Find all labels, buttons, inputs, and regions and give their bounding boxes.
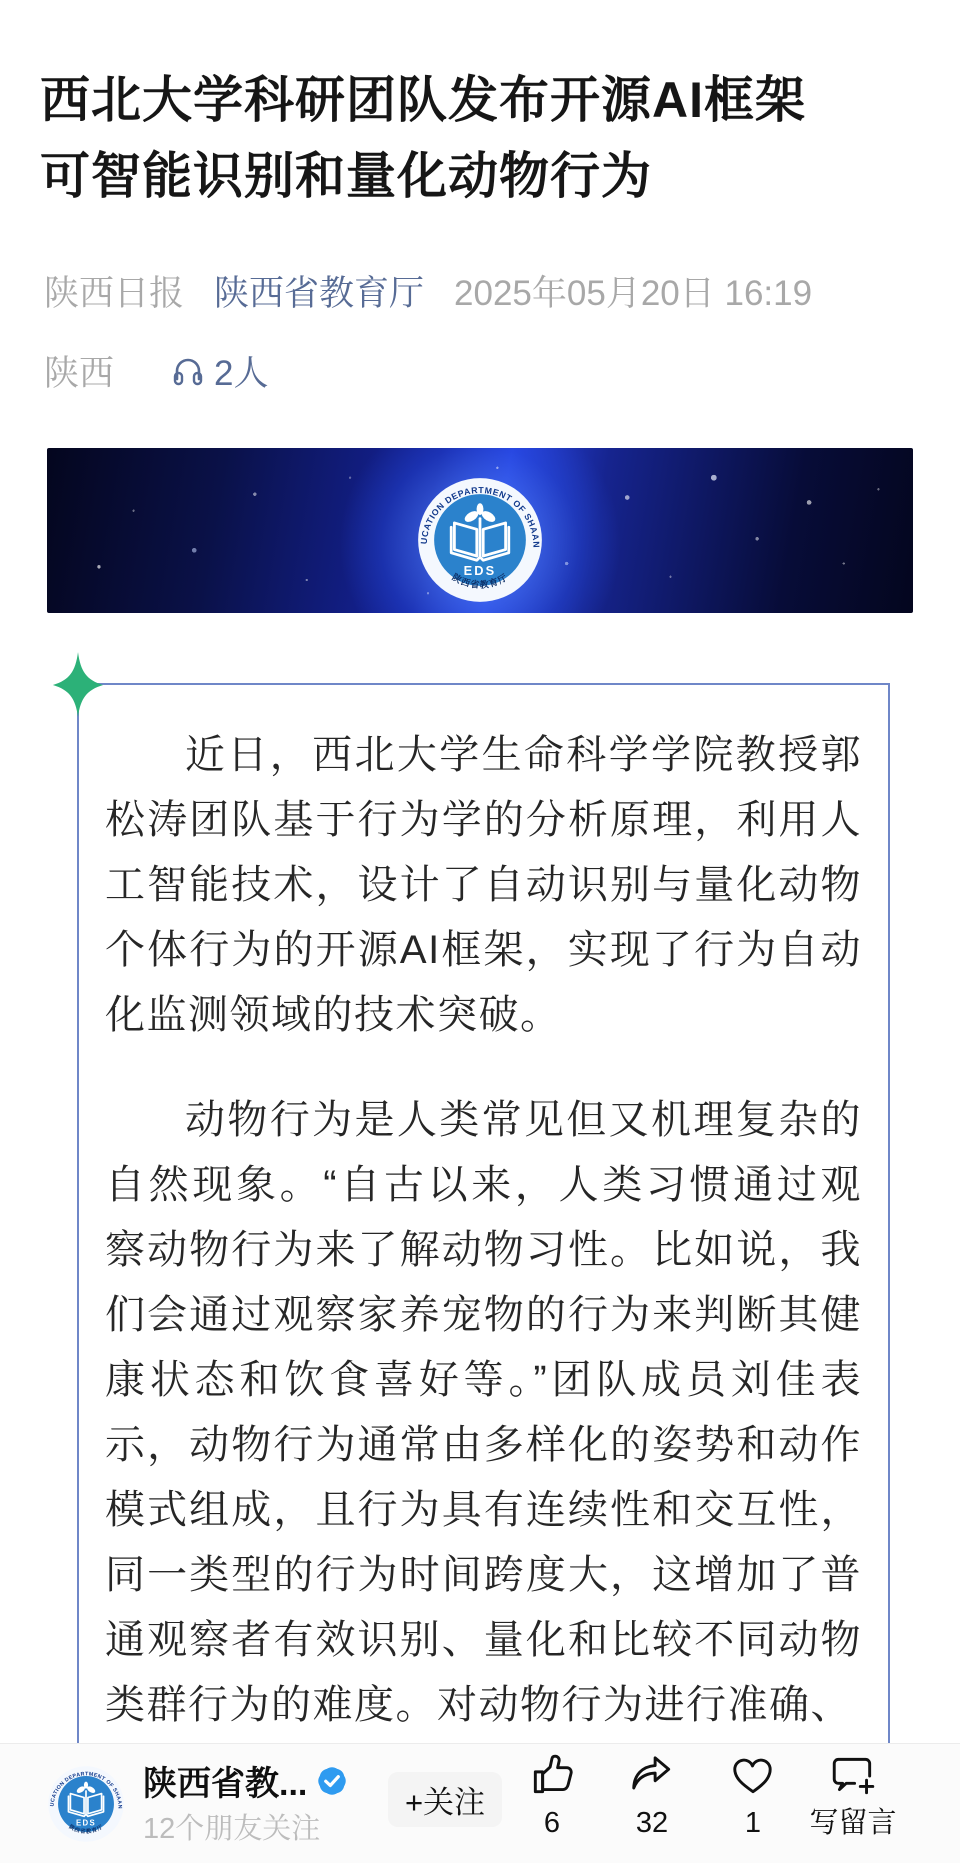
comment-label: 写留言 <box>809 1807 897 1839</box>
source-label: 陕西日报 <box>44 274 185 313</box>
like-button[interactable] <box>504 1750 600 1839</box>
comment-button[interactable] <box>805 1750 901 1839</box>
wow-count: 1 <box>744 1807 762 1839</box>
account-link[interactable]: 陕西省教育厅 <box>214 274 425 313</box>
publish-datetime: 2025年05月20日 16:19 <box>454 274 813 313</box>
article-meta-row <box>44 266 812 316</box>
title-line-1: 西北大学科研团队发布开源AI框架 <box>40 72 806 128</box>
share-arrow-icon <box>627 1750 677 1800</box>
eds-logo <box>416 476 544 604</box>
wow-button[interactable] <box>705 1750 801 1839</box>
location-label: 陕西 <box>44 354 115 393</box>
verified-badge-icon <box>317 1766 347 1796</box>
followers-note: 12个朋友关注 <box>143 1813 321 1845</box>
footer-account-name[interactable] <box>143 1756 347 1805</box>
listen-count-button[interactable] <box>170 346 268 396</box>
page-title <box>40 62 930 214</box>
heart-icon <box>728 1750 778 1800</box>
account-name-label: 陕西省教... <box>143 1765 308 1803</box>
banner-image[interactable] <box>47 448 913 613</box>
listen-count-label: 2人 <box>214 354 269 393</box>
sparkle-icon <box>49 649 107 721</box>
article-paragraph: 动物行为是人类常见但又机理复杂的自然现象。“自古以来，人类习惯通过观察动物行为来了解动物习性。比如说，我们会通过观察家养宠物的行为来判断其健康状态和饮食喜好等。”团队成员刘佳表示，动物行为通常由多样化的姿势和动作模式组成，且行为具有连续性和交互性，同一类型的行为时间跨度大，这增加了普通观察者有效识别、量化和比较不同动物类群行为的难度。对动物行为进行准确、 <box>105 1098 862 1727</box>
title-line-2: 可智能识别和量化动物行为 <box>40 148 652 204</box>
article-quote-box <box>77 683 890 1743</box>
follow-button[interactable]: +关注 <box>388 1772 502 1827</box>
share-button[interactable] <box>604 1750 700 1839</box>
share-count: 32 <box>635 1807 669 1839</box>
comment-plus-icon <box>828 1750 878 1800</box>
like-count: 6 <box>543 1807 561 1839</box>
headphones-icon <box>170 353 206 389</box>
article-meta-row-2 <box>44 346 268 396</box>
thumbs-up-icon <box>527 1750 577 1800</box>
footer-bar <box>0 1743 960 1863</box>
article-paragraph: 近日，西北大学生命科学学院教授郭松涛团队基于行为学的分析原理，利用人工智能技术，设计了自动识别与量化动物个体行为的开源AI框架，实现了行为自动化监测领域的技术突破。 <box>105 733 862 1037</box>
account-avatar[interactable] <box>47 1765 125 1843</box>
